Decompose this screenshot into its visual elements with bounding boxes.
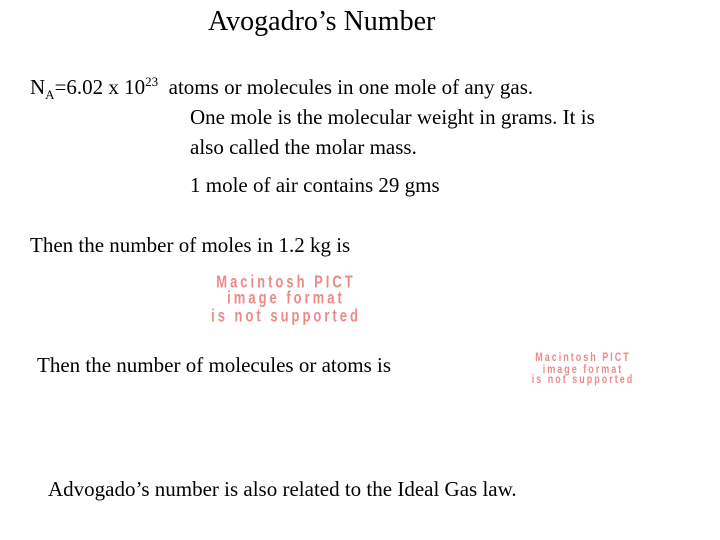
moles-question: Then the number of moles in 1.2 kg is <box>30 233 351 257</box>
slide-title: Avogadro’s Number <box>208 6 436 37</box>
molecules-question: Then the number of molecules or atoms is <box>37 353 391 377</box>
na-symbol: N <box>30 75 46 99</box>
na-value: =6.02 x 10 <box>54 75 146 99</box>
mole-definition-line-2: also called the molar mass. <box>190 135 417 159</box>
avogadro-definition <box>30 74 533 103</box>
na-subscript: A <box>45 87 55 102</box>
placeholder-line: image format <box>542 361 624 375</box>
unsupported-image-placeholder <box>116 271 456 325</box>
unsupported-image-placeholder <box>470 352 696 385</box>
na-exponent: 23 <box>145 74 159 89</box>
ideal-gas-note: Advogado’s number is also related to the Ideal Gas law. <box>48 477 517 501</box>
placeholder-line: Macintosh PICT <box>216 271 356 292</box>
na-description: atoms or molecules in one mole of any gas. <box>158 75 534 99</box>
placeholder-line: is not supported <box>531 372 635 386</box>
mole-definition-line-1: One mole is the molecular weight in grams. It is <box>190 105 595 129</box>
placeholder-line: image format <box>227 287 345 309</box>
placeholder-line: is not supported <box>211 304 361 325</box>
air-mole-mass: 1 mole of air contains 29 gms <box>190 173 440 197</box>
placeholder-line: Macintosh PICT <box>535 350 631 364</box>
